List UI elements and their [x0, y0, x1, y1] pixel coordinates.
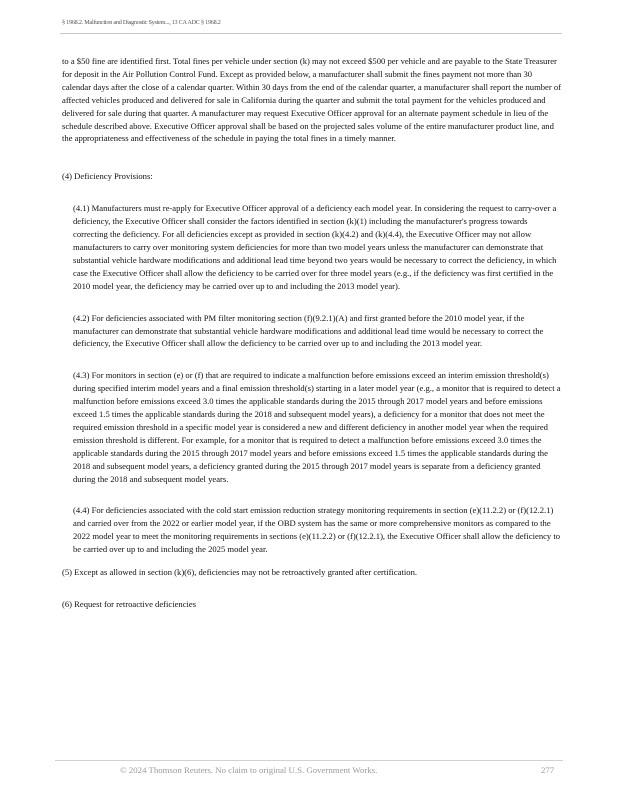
paragraph-continuation: to a $50 fine are identified first. Total fines per vehicle under section (k) may not exceed $500 per vehicle and are payable to the State Treasurer for deposit in the Air Pollution Control Fund. Except as provided below, a manufacturer shall submit the fines payment not more than 30 calendar days after the close of a calendar quarter. Within 30 days from the end of the calendar quarter, a manufacturer shall report the number of affected vehicles produced and delivered for sale in California during the quarter and submit the total payment for the vehicles produced and delivered for sale during that quarter. A manufacturer may request Executive Officer approval for an alternate payment schedule in lieu of the schedule described above. Executive Officer approval shall be based on the projected sales volume of the entire manufacturer product line, and the appropriateness and effectiveness of the schedule in paying the total fines in a timely manner. — [62, 56, 562, 144]
paragraph-6: (6) Request for retroactive deficiencies — [62, 599, 197, 609]
paragraph-4-heading: (4) Deficiency Provisions: — [62, 171, 153, 182]
paragraph-4-4: (4.4) For deficiencies associated with the cold start emission reduction strategy monitoring requirements in section (e)(11.2.2) or (f)(12.2.1) and carried over from the 2022 or earlier model year, if the OBD system has the same or more comprehensive monitors as compared to the 2022 model year to meet the monitoring requirements in sections (e)(11.2.2) or (f)(12.2.1), the Executive Officer shall allow the deficiency to be carried over up to and including the 2025 model year. — [73, 505, 561, 555]
paragraph-4-3: (4.3) For monitors in section (e) or (f) that are required to indicate a malfunction before emissions exceed an interim emission threshold(s) during specified interim model years and a final emission threshold(s) starting in a later model year (e.g., a monitor that is required to detect a malfunction before emissions exceed 3.0 times the applicable standards during the 2015 through 2017 model years and before emissions exceed 1.5 times the applicable standards during the 2018 and subsequent model years), a deficiency for a monitor that does not meet the required emission threshold in a specific model year is considered a new and different deficiency in another model year when the required emission threshold is different. For example, for a monitor that is required to detect a malfunction before emissions exceed 3.0 times the applicable standards during the 2015 through 2017 model years and before emissions exceed 1.5 times the applicable standards during the 2018 and subsequent model years, a deficiency granted during the 2015 through 2017 model years is separate from a deficiency granted during the 2018 and subsequent model years. — [73, 370, 561, 484]
paragraph-4-2: (4.2) For deficiencies associated with PM filter monitoring section (f)(9.2.1)(A) and first granted before the 2010 model year, if the manufacturer can demonstrate that substantial vehicle hardware modifications and additional lead time would be necessary to correct the deficiency, the Executive Officer shall allow the deficiency to be carried over up to and including the 2013 model year. — [73, 312, 544, 349]
footer — [0, 765, 618, 779]
document-body — [62, 55, 562, 611]
copyright-notice: © 2024 Thomson Reuters. No claim to original U.S. Government Works. — [120, 765, 378, 775]
footer-divider — [55, 760, 563, 761]
page-number: 277 — [541, 765, 555, 775]
running-header: § 1968.2. Malfunction and Diagnostic System..., 13 CA ADC § 1968.2 — [62, 19, 221, 26]
header-divider — [60, 33, 562, 34]
paragraph-5: (5) Except as allowed in section (k)(6), deficiencies may not be retroactively granted after certification. — [62, 567, 418, 578]
paragraph-4-1: (4.1) Manufacturers must re-apply for Executive Officer approval of a deficiency each model year. In considering the request to carry-over a deficiency, the Executive Officer shall consider the factors identified in section (k)(1) including the manufacturer's progress towards correcting the deficiency. For all deficiencies except as provided in section (k)(4.2) and (k)(4.4), the Executive Officer may not allow manufacturers to carry over monitoring system deficiencies for more than two model years unless the manufacturer can demonstrate that substantial vehicle hardware modifications and additional lead time beyond two years would be necessary to correct the deficiency, in which case the Executive Officer shall allow the deficiency to be carried over for three model years (e.g., if the deficiency was first certified in the 2010 model year, the deficiency may be carried over up to and including the 2013 model year). — [73, 203, 557, 291]
